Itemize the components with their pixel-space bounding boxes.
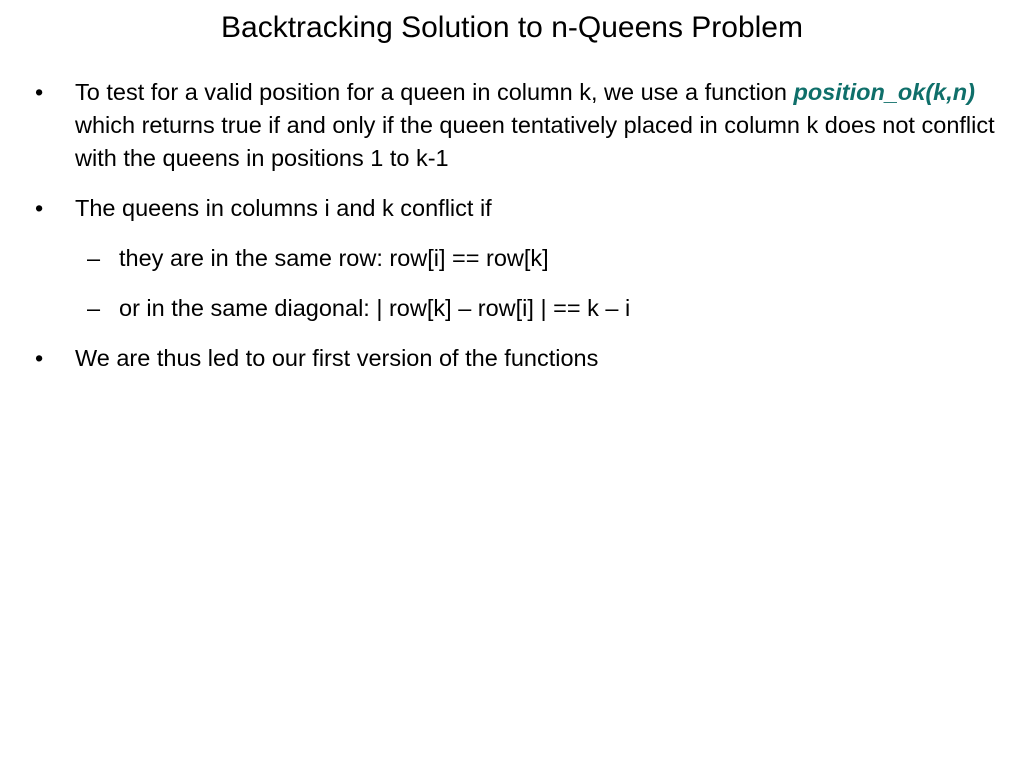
bullet-marker: • — [35, 79, 44, 105]
slide-title: Backtracking Solution to n-Queens Problem — [221, 11, 803, 44]
bullet-item-conflict — [0, 192, 1024, 225]
bullet-marker: • — [35, 345, 44, 371]
sub-item-text: or in the same diagonal: | row[k] – row[i] | == k – i — [119, 295, 631, 321]
bullet-text-after: which returns true if and only if the queen tentatively placed in column k does not conflict with the queens in positions 1 to k-1 — [75, 112, 995, 171]
dash-marker: – — [87, 245, 101, 271]
sub-item-same-diagonal — [0, 292, 1024, 325]
dash-marker: – — [87, 295, 101, 321]
function-name: position_ok(k,n) — [793, 79, 975, 105]
bullet-marker: • — [35, 195, 44, 221]
bullet-item-first-version — [0, 342, 1024, 375]
bullet-text: We are thus led to our first version of the functions — [75, 345, 599, 371]
bullet-text: The queens in columns i and k conflict if — [75, 195, 492, 221]
slide-content — [0, 76, 1024, 392]
bullet-text-before: To test for a valid position for a queen in column k, we use a function — [75, 79, 794, 105]
sub-item-same-row — [0, 242, 1024, 275]
sub-item-text: they are in the same row: row[i] == row[k] — [119, 245, 549, 271]
bullet-item-valid-position — [0, 76, 1024, 175]
